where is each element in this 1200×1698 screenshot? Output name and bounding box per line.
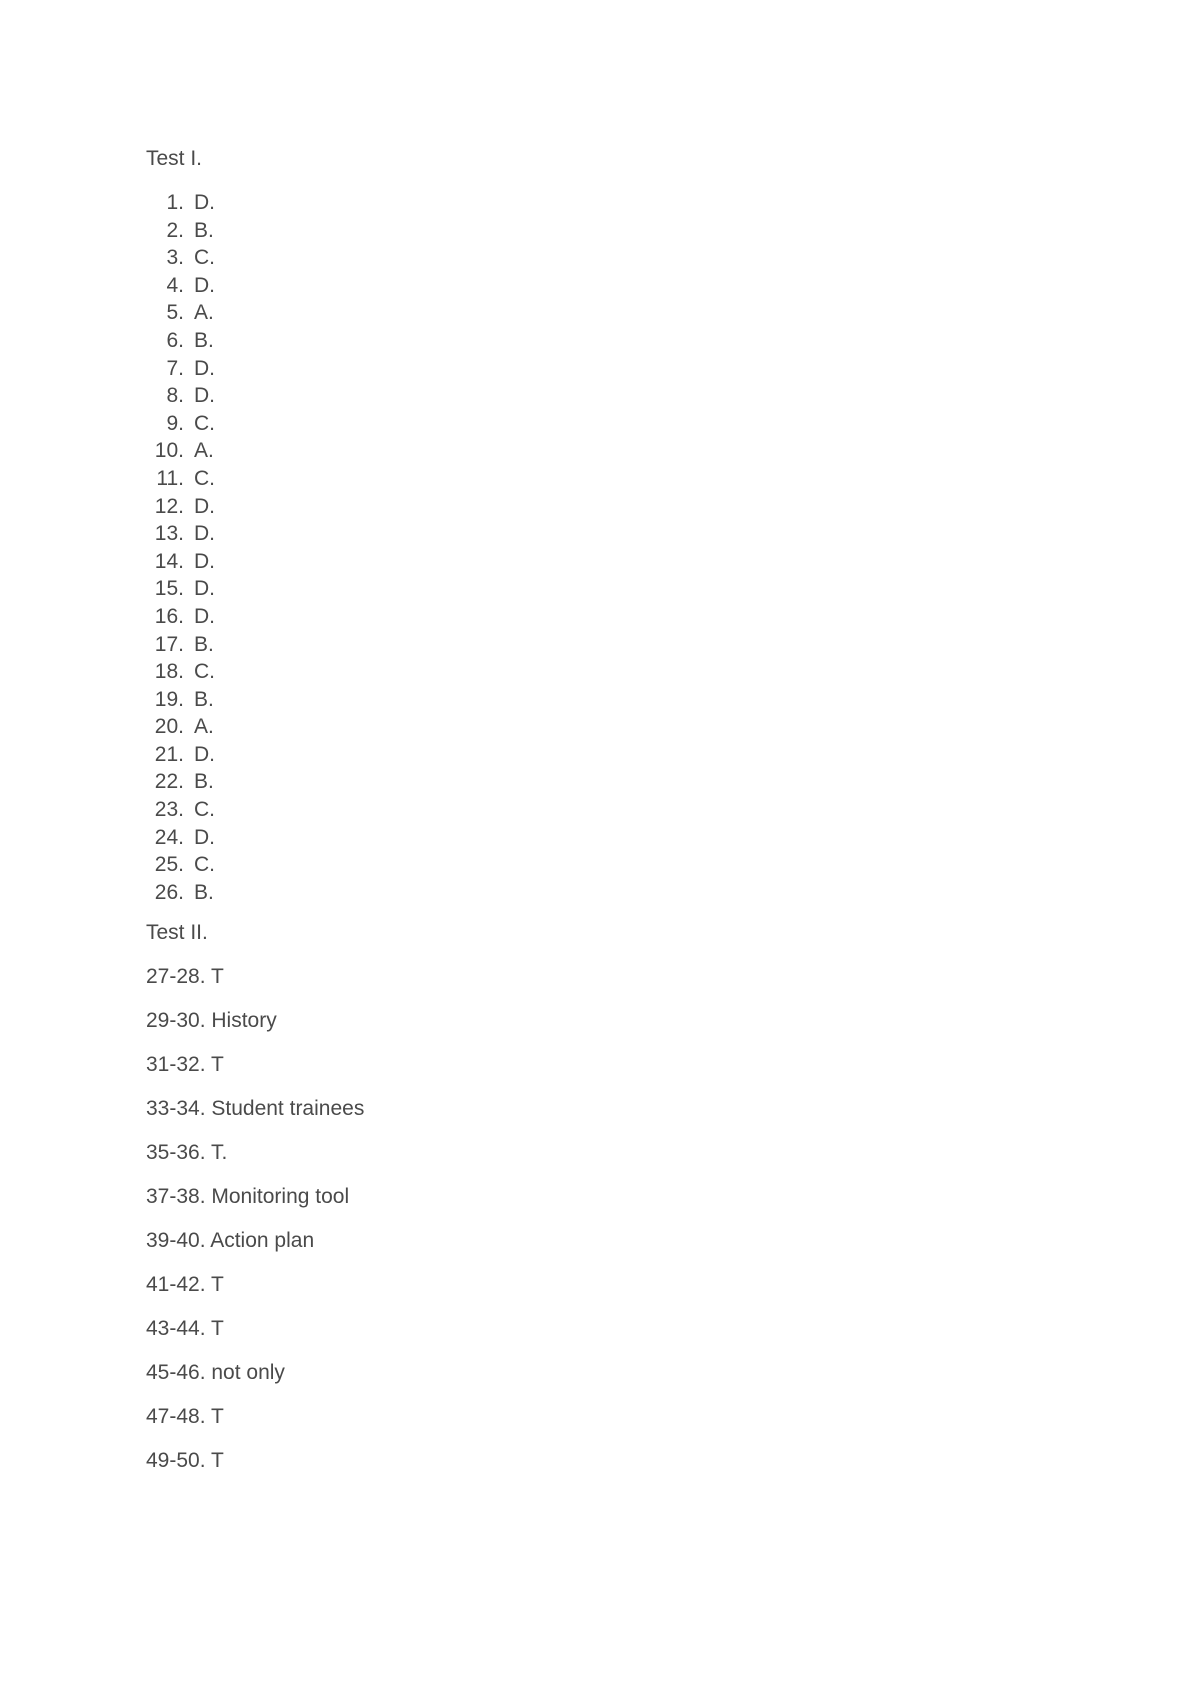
- answer-value: D.: [194, 742, 215, 766]
- answer-number: 25.: [154, 853, 184, 877]
- answer-value: C.: [194, 411, 215, 435]
- answer-number: 9.: [166, 411, 184, 435]
- answer-paragraph: 33-34. Student trainees: [146, 1097, 365, 1121]
- answer-item: [146, 355, 364, 383]
- answer-value: B.: [194, 328, 214, 352]
- answer-item: [146, 879, 364, 907]
- answer-number: 7.: [166, 356, 184, 380]
- answer-item: [146, 741, 364, 769]
- test-1-answer-list: [146, 189, 364, 906]
- answer-number: 19.: [154, 687, 184, 711]
- answer-item: [146, 189, 364, 217]
- answer-item: [146, 768, 364, 796]
- answer-number: 11.: [156, 466, 184, 490]
- answer-number: 4.: [166, 273, 184, 297]
- answer-item: [146, 465, 364, 493]
- answer-number: 1.: [166, 191, 184, 214]
- answer-value: C.: [194, 246, 215, 270]
- answer-item: [146, 410, 364, 438]
- answer-number: 15.: [154, 577, 184, 601]
- answer-value: D.: [194, 549, 215, 573]
- answer-number: 18.: [154, 660, 184, 684]
- answer-item: [146, 824, 364, 852]
- answer-value: D.: [194, 191, 215, 214]
- answer-value: A.: [194, 301, 214, 325]
- answer-number: 24.: [154, 825, 184, 849]
- answer-value: D.: [194, 273, 215, 297]
- answer-item: [146, 493, 364, 521]
- answer-number: 6.: [166, 328, 184, 352]
- answer-item: [146, 244, 364, 272]
- answer-value: B.: [194, 218, 214, 242]
- answer-value: D.: [194, 825, 215, 849]
- answer-value: C.: [194, 853, 215, 877]
- answer-paragraph: 37-38. Monitoring tool: [146, 1185, 350, 1209]
- answer-item: [146, 603, 364, 631]
- answer-item: [146, 272, 364, 300]
- answer-item: [146, 299, 364, 327]
- answer-number: 26.: [154, 880, 184, 904]
- answer-number: 16.: [154, 604, 184, 628]
- answer-item: [146, 686, 364, 714]
- answer-number: 5.: [166, 301, 184, 325]
- answer-paragraph: 43-44. T: [146, 1317, 224, 1341]
- answer-item: [146, 437, 364, 465]
- answer-value: A.: [194, 715, 214, 739]
- test-1-heading: Test I.: [146, 147, 203, 170]
- document-body: [146, 145, 364, 1491]
- answer-paragraph: 49-50. T: [146, 1449, 224, 1473]
- answer-number: 13.: [154, 522, 184, 546]
- answer-value: B.: [194, 687, 214, 711]
- answer-paragraph: 47-48. T: [146, 1405, 224, 1429]
- answer-value: B.: [194, 632, 214, 656]
- answer-item: [146, 548, 364, 576]
- answer-number: 17.: [154, 632, 184, 656]
- answer-item: [146, 796, 364, 824]
- answer-value: D.: [194, 604, 215, 628]
- answer-paragraph: 29-30. History: [146, 1009, 277, 1033]
- answer-number: 10.: [154, 439, 184, 463]
- answer-number: 2.: [166, 218, 184, 242]
- answer-item: [146, 575, 364, 603]
- answer-item: [146, 851, 364, 879]
- answer-item: [146, 327, 364, 355]
- answer-paragraph: 39-40. Action plan: [146, 1229, 315, 1253]
- answer-number: 14.: [154, 549, 184, 573]
- test-2-answer-list: [146, 963, 364, 1474]
- answer-number: 8.: [166, 384, 184, 408]
- answer-item: [146, 382, 364, 410]
- answer-paragraph: 31-32. T: [146, 1053, 224, 1077]
- answer-paragraph: 41-42. T: [146, 1273, 224, 1297]
- answer-number: 21.: [154, 742, 184, 766]
- answer-item: [146, 631, 364, 659]
- answer-item: [146, 217, 364, 245]
- answer-value: D.: [194, 384, 215, 408]
- answer-value: D.: [194, 577, 215, 601]
- answer-number: 22.: [154, 770, 184, 794]
- answer-value: B.: [194, 770, 214, 794]
- answer-value: C.: [194, 466, 215, 490]
- answer-number: 3.: [166, 246, 184, 270]
- answer-item: [146, 658, 364, 686]
- answer-value: D.: [194, 494, 215, 518]
- answer-item: [146, 520, 364, 548]
- answer-value: A.: [194, 439, 214, 463]
- answer-paragraph: 35-36. T.: [146, 1141, 228, 1165]
- answer-number: 12.: [154, 494, 184, 518]
- answer-number: 23.: [154, 798, 184, 822]
- answer-paragraph: 45-46. not only: [146, 1361, 285, 1385]
- test-2-heading: Test II.: [146, 921, 208, 945]
- answer-value: B.: [194, 880, 214, 904]
- answer-paragraph: 27-28. T: [146, 965, 224, 989]
- answer-value: D.: [194, 356, 215, 380]
- answer-item: [146, 713, 364, 741]
- answer-value: C.: [194, 798, 215, 822]
- answer-value: C.: [194, 660, 215, 684]
- answer-value: D.: [194, 522, 215, 546]
- answer-number: 20.: [154, 715, 184, 739]
